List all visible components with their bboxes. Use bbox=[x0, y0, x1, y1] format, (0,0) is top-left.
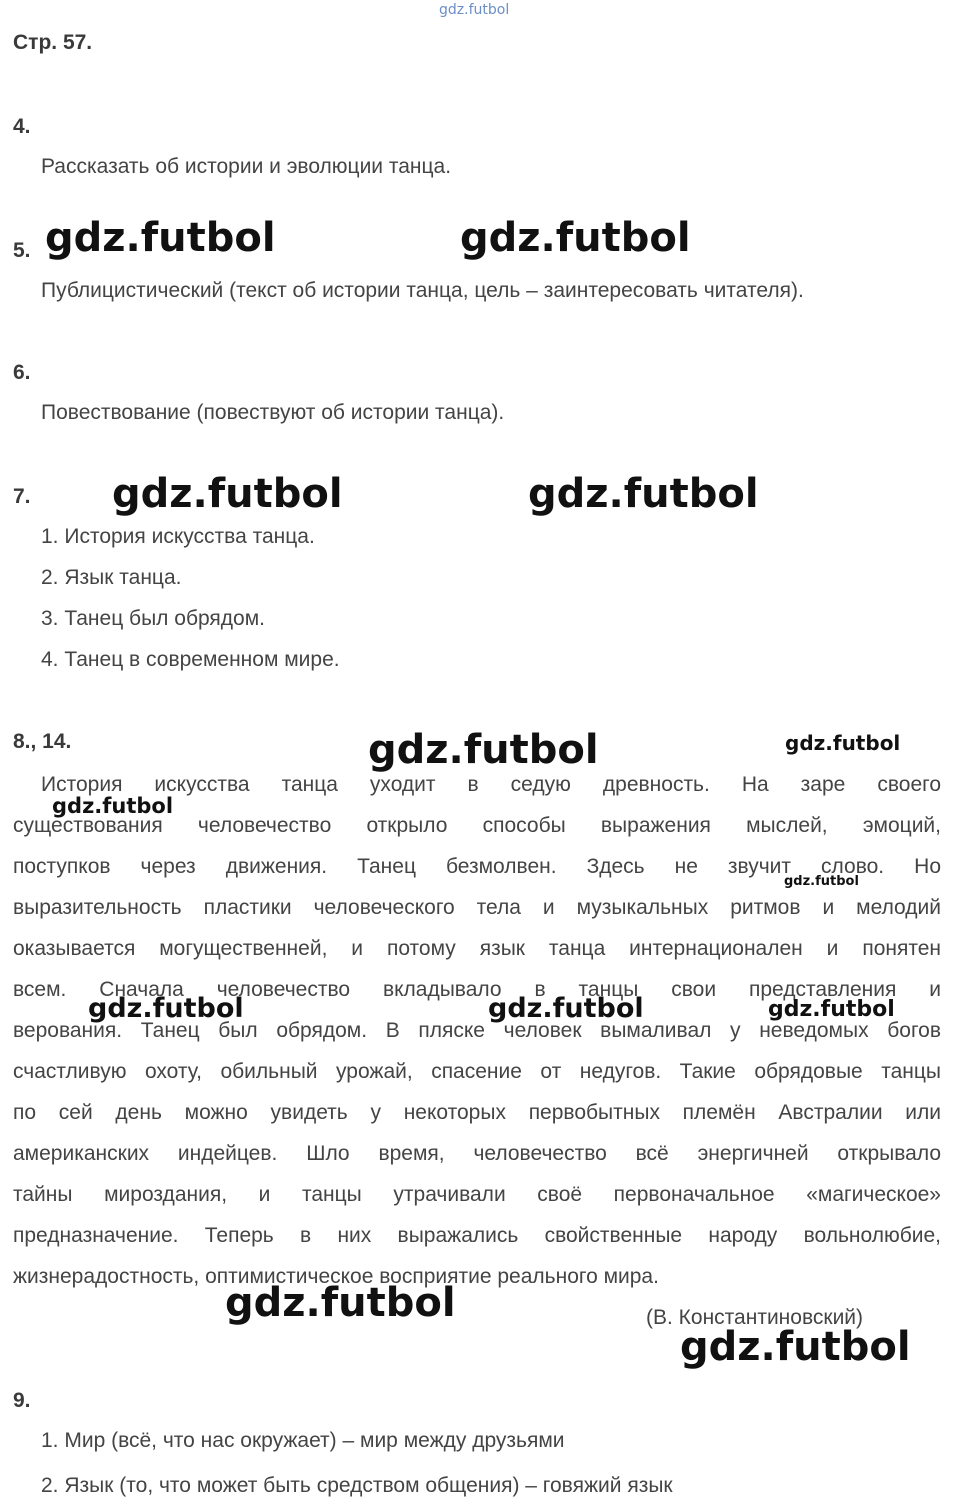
top-watermark: gdz.futbol bbox=[439, 2, 510, 18]
passage-line: жизнерадостность, оптимистическое восприятие реального мира. bbox=[13, 1265, 659, 1288]
watermark: gdz.futbol bbox=[45, 215, 276, 261]
list-item: 1. История искусства танца. bbox=[41, 525, 315, 548]
watermark: gdz.futbol bbox=[528, 471, 759, 517]
watermark: gdz.futbol bbox=[768, 997, 895, 1022]
watermark: gdz.futbol bbox=[112, 471, 343, 517]
passage-line: выразительность пластики человеческого тела и музыкальных ритмов и мелодий bbox=[13, 896, 941, 919]
item-number-9: 9. bbox=[13, 1389, 31, 1412]
passage-line: История искусства танца уходит в седую древность. На заре своего bbox=[41, 773, 941, 796]
page-label: Стр. 57. bbox=[13, 31, 93, 54]
item-number-4: 4. bbox=[13, 115, 31, 138]
watermark: gdz.futbol bbox=[680, 1324, 911, 1370]
list-item: 1. Мир (всё, что нас окружает) – мир между друзьями bbox=[41, 1429, 565, 1452]
list-item: 4. Танец в современном мире. bbox=[41, 648, 340, 671]
watermark: gdz.futbol bbox=[52, 794, 174, 818]
passage-line: существования человечество открыло способы выражения мыслей, эмоций, bbox=[13, 814, 941, 837]
passage-line: предназначение. Теперь в них выражались свойственные народу вольнолюбие, bbox=[13, 1224, 941, 1247]
item-number-5: 5. bbox=[13, 239, 31, 262]
watermark: gdz.futbol bbox=[225, 1280, 456, 1326]
watermark: gdz.futbol bbox=[88, 993, 244, 1024]
item-answer-4: Рассказать об истории и эволюции танца. bbox=[41, 155, 452, 178]
watermark: gdz.futbol bbox=[785, 731, 901, 755]
watermark: gdz.futbol bbox=[368, 727, 599, 773]
watermark: gdz.futbol bbox=[488, 993, 644, 1024]
passage bbox=[13, 764, 941, 1297]
passage-line: тайны мироздания, и танцы утрачивали своё первоначальное «магическое» bbox=[13, 1183, 941, 1206]
passage-line: по сей день можно увидеть у некоторых первобытных племён Австралии или bbox=[13, 1101, 941, 1124]
list-item: 3. Танец был обрядом. bbox=[41, 607, 265, 630]
passage-author: (В. Константиновский) bbox=[646, 1306, 864, 1329]
list-item: 2. Язык (то, что может быть средством общения) – говяжий язык bbox=[41, 1474, 673, 1497]
passage-line: всем. Сначала человечество вкладывало в танцы свои представления и bbox=[13, 978, 941, 1001]
passage-line: оказывается могущественней, и потому язык танца интернационален и понятен bbox=[13, 937, 941, 960]
watermark: gdz.futbol bbox=[784, 874, 859, 889]
list-item: 2. Язык танца. bbox=[41, 566, 182, 589]
passage-line: поступков через движения. Танец безмолвен. Здесь не звучит слово. Но bbox=[13, 855, 941, 878]
passage-line: американских индейцев. Шло время, человечество всё энергичней открывало bbox=[13, 1142, 941, 1165]
item-answer-6: Повествование (повествуют об истории танца). bbox=[41, 401, 505, 424]
item-number-8-14: 8., 14. bbox=[13, 730, 72, 753]
item-answer-5: Публицистический (текст об истории танца, цель – заинтересовать читателя). bbox=[41, 279, 804, 302]
passage-line: счастливую охоту, обильный урожай, спасение от недугов. Такие обрядовые танцы bbox=[13, 1060, 941, 1083]
passage-line: верования. Танец был обрядом. В пляске человек вымаливал у неведомых богов bbox=[13, 1019, 941, 1042]
item-number-6: 6. bbox=[13, 361, 31, 384]
watermark: gdz.futbol bbox=[460, 215, 691, 261]
item-number-7: 7. bbox=[13, 485, 31, 508]
